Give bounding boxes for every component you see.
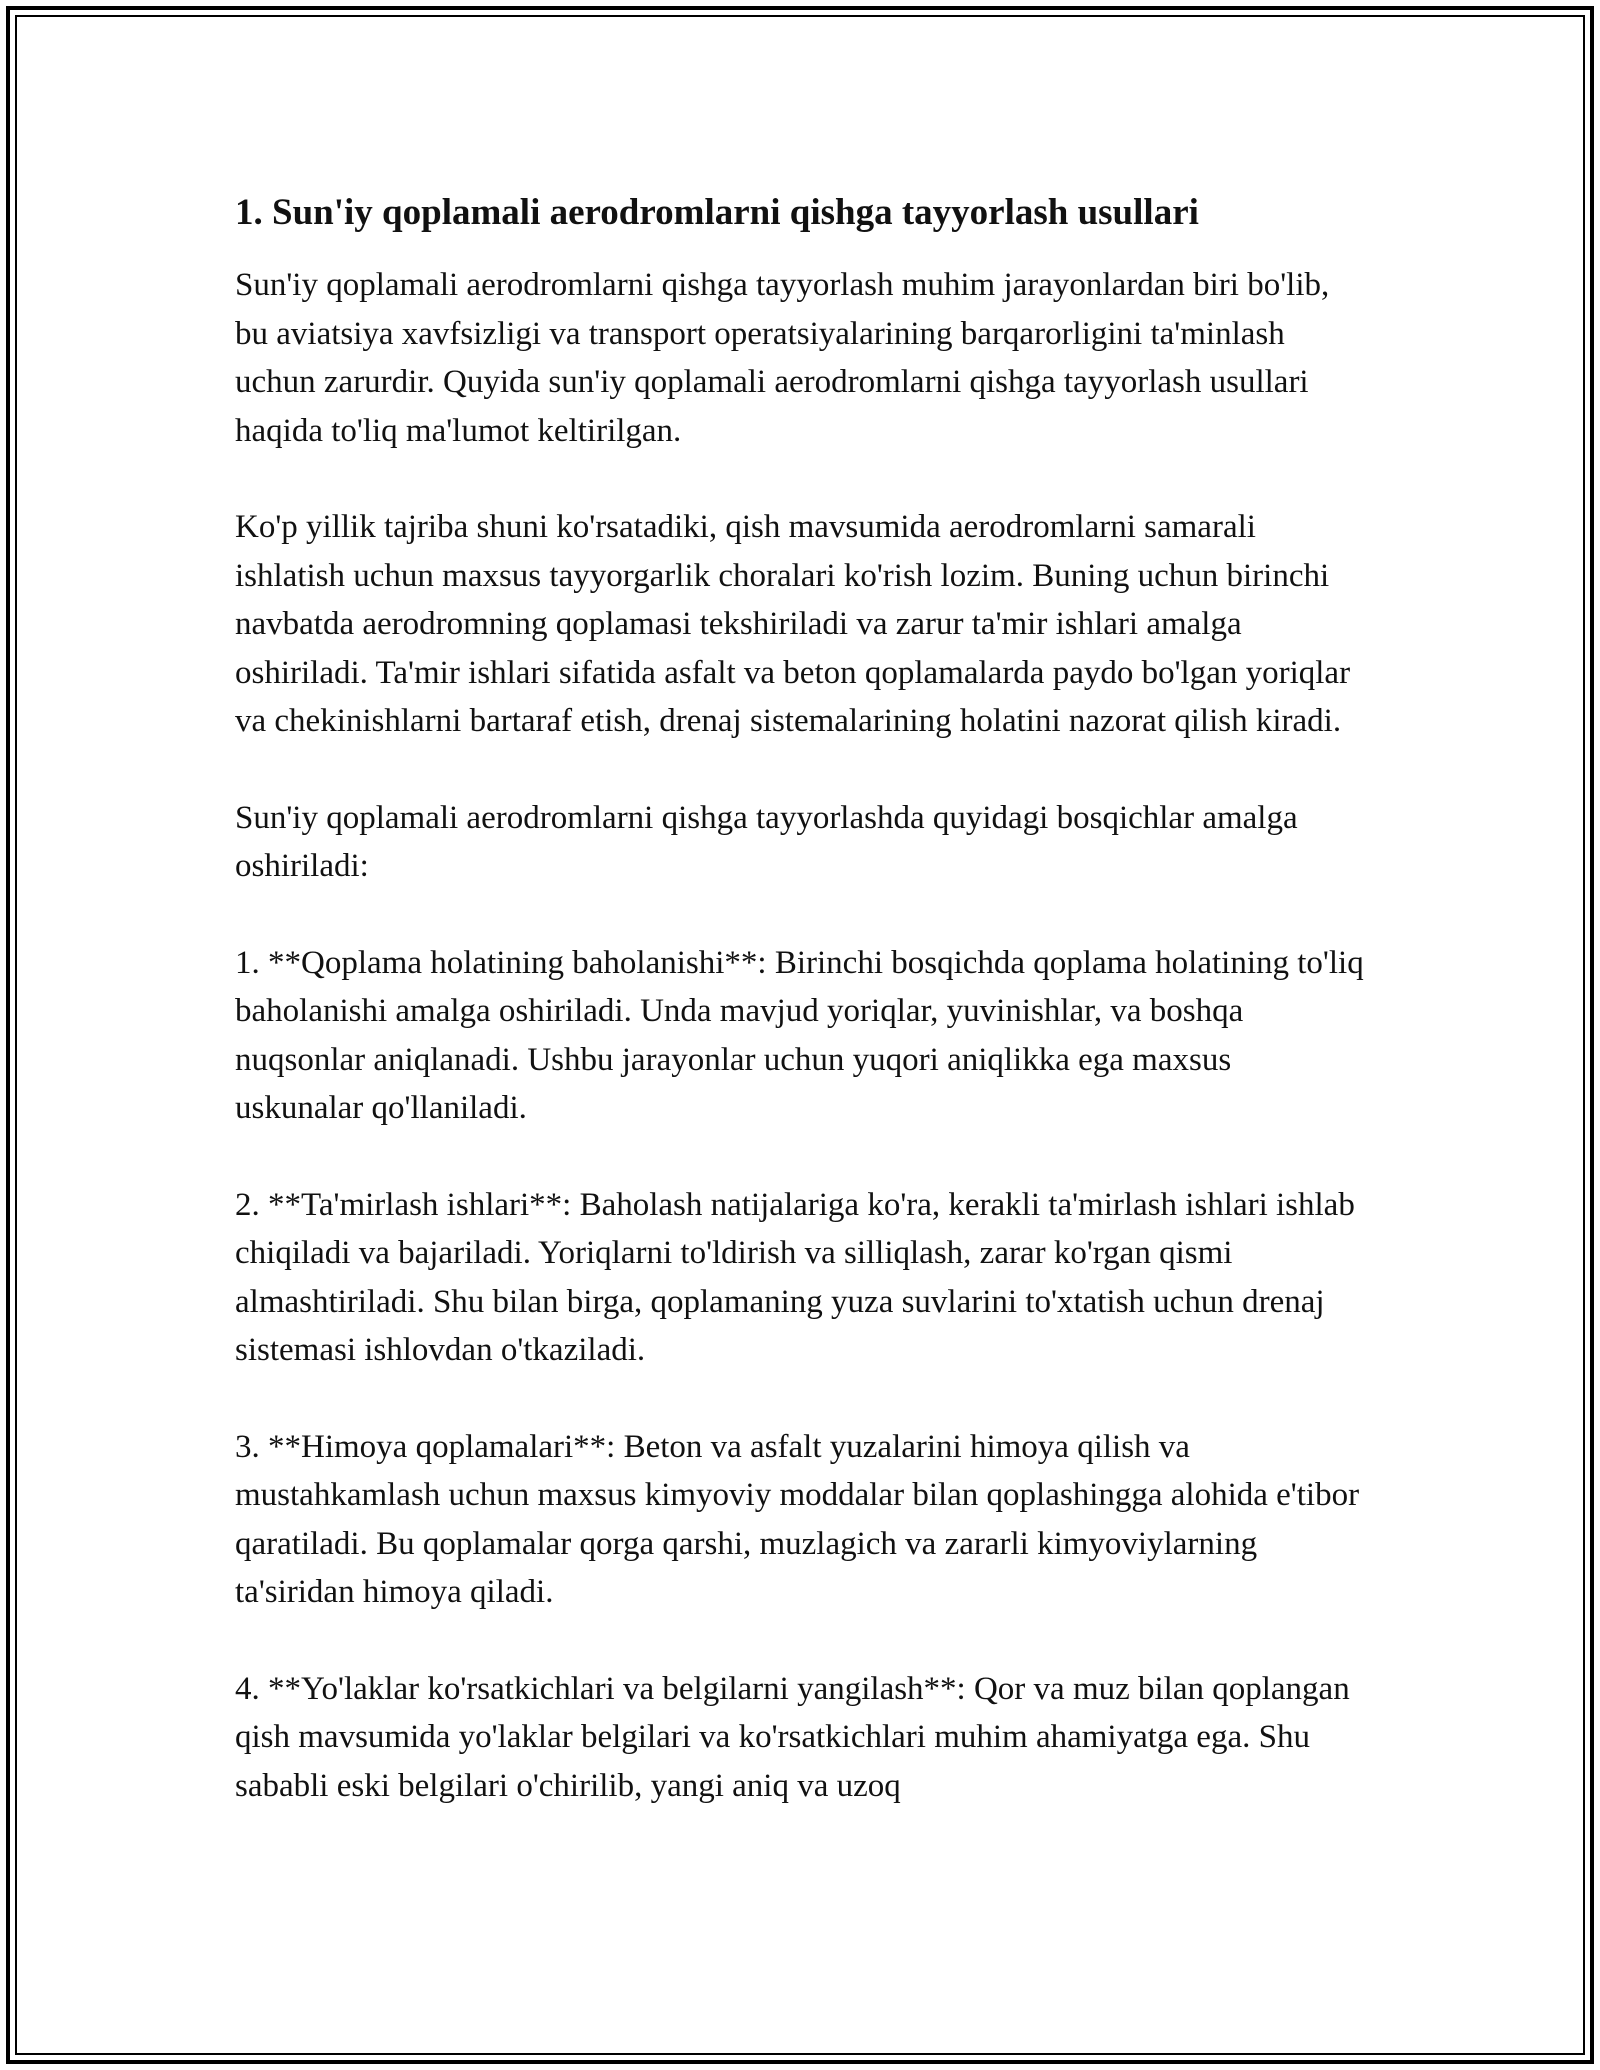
paragraph-experience: Ko'p yillik tajriba shuni ko'rsatadiki, qish mavsumida aerodromlarni samarali ishlatish uchun maxsus tayyorgarlik choralari ko'rish lozim. Buning uchun birinchi navbatda aerodromning qoplamasi tekshiriladi va zarur ta'mir ishlari amalga oshiriladi. Ta'mir ishlari sifatida asfalt va beton qoplamalarda paydo bo'lgan yoriqlar va chekinishlarni bartaraf etish, drenaj sistemalarining holatini nazorat qilish kiradi. <box>235 509 1351 739</box>
list-item-assessment: 1. **Qoplama holatining baholanishi**: Birinchi bosqichda qoplama holatining to'liq baholanishi amalga oshiriladi. Unda mavjud yoriqlar, yuvinishlar, va boshqa nuqsonlar aniqlanadi. Ushbu jarayonlar uchun yuqori aniqlikka ega maxsus uskunalar qo'llaniladi. <box>235 944 1364 1126</box>
document-body <box>235 185 1365 1858</box>
list-item-markings: 4. **Yo'laklar ko'rsatkichlari va belgilarni yangilash**: Qor va muz bilan qoplangan qish mavsumida yo'laklar belgilari va ko'rsatkichlari muhim ahamiyatga ega. Shu sababli eski belgilari o'chirilib, yangi aniq va uzoq <box>235 1670 1350 1804</box>
section-heading: 1. Sun'iy qoplamali aerodromlarni qishga tayyorlash usullari <box>235 192 1199 233</box>
list-item-protective-coatings: 3. **Himoya qoplamalari**: Beton va asfalt yuzalarini himoya qilish va mustahkamlash uchun maxsus kimyoviy moddalar bilan qoplashingga alohida e'tibor qaratiladi. Bu qoplamalar qorga qarshi, muzlagich va zararli kimyoviylarning ta'siridan himoya qiladi. <box>235 1428 1360 1610</box>
paragraph-stages-intro: Sun'iy qoplamali aerodromlarni qishga tayyorlashda quyidagi bosqichlar amalga oshiriladi: <box>235 799 1298 884</box>
list-item-repair: 2. **Ta'mirlash ishlari**: Baholash natijalariga ko'ra, kerakli ta'mirlash ishlari ishlab chiqiladi va bajariladi. Yoriqlarni to'ldirish va silliqlash, zarar ko'rgan qismi almashtiriladi. Shu bilan birga, qoplamaning yuza suvlarini to'xtatish uchun drenaj sistemasi ishlovdan o'tkaziladi. <box>235 1186 1355 1368</box>
paragraph-intro: Sun'iy qoplamali aerodromlarni qishga tayyorlash muhim jarayonlardan biri bo'lib, bu aviatsiya xavfsizligi va transport operatsiyalarining barqarorligini ta'minlash uchun zarurdir. Quyida sun'iy qoplamali aerodromlarni qishga tayyorlash usullari haqida to'liq ma'lumot keltirilgan. <box>235 267 1330 449</box>
